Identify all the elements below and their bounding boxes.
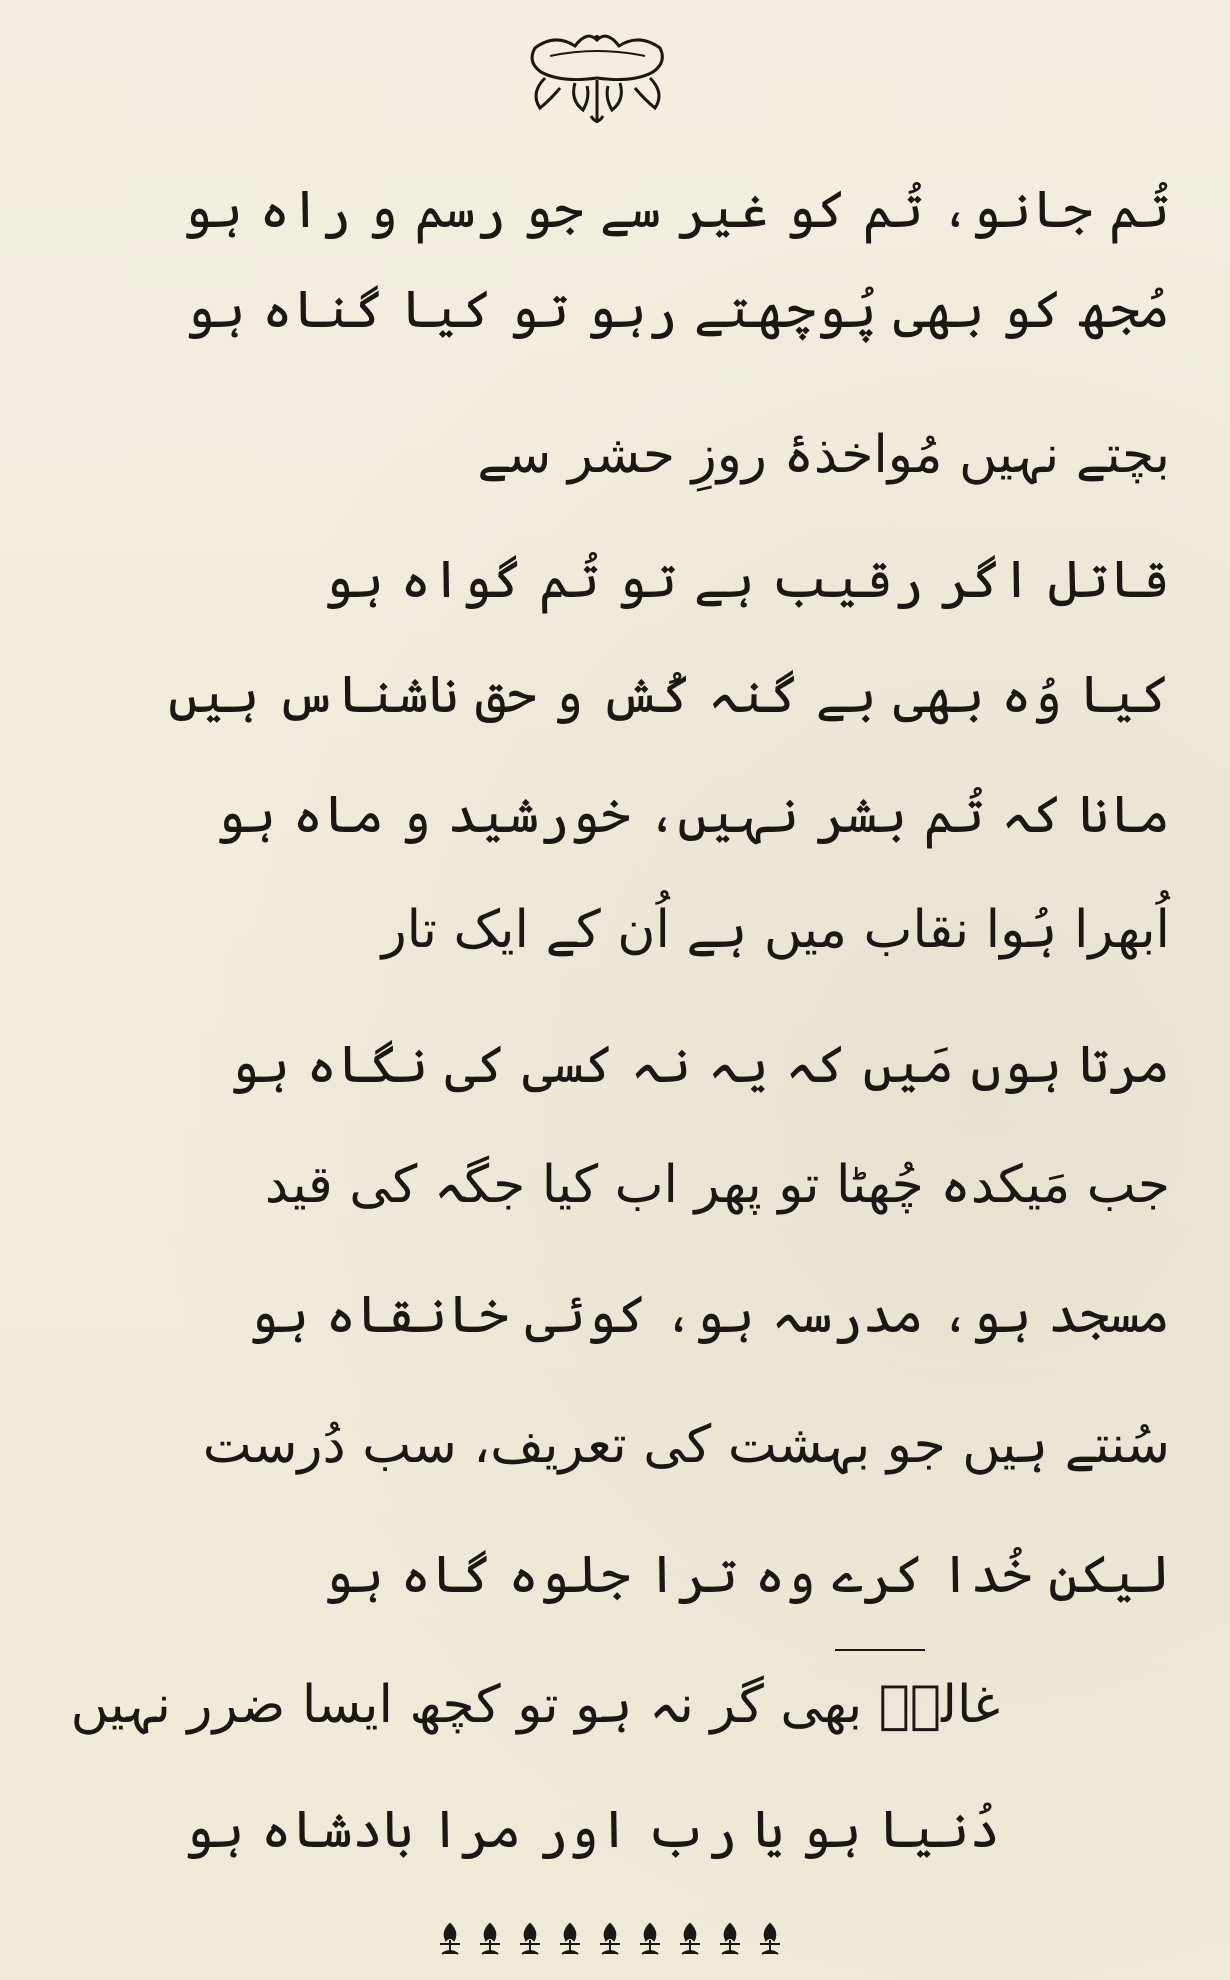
poem-line-1: تُم جانو، تُم کو غیر سے جو رسم و راہ ہو xyxy=(182,180,1170,240)
takhallus-overline xyxy=(835,1649,925,1651)
poem-line-9: جب مَیکدہ چُھٹا تو پھر اب کیا جگہ کی قید xyxy=(264,1155,1170,1215)
poem-line-4: قاتل اگر رقیب ہے تو تُم گواہ ہو xyxy=(323,550,1170,610)
fleuron-icon xyxy=(600,1924,620,1954)
poem-line-13: غالبؔ بھی گر نہ ہو تو کچھ ایسا ضرر نہیں xyxy=(70,1675,1000,1735)
fleuron-icon xyxy=(480,1924,500,1954)
fleuron-icon xyxy=(560,1924,580,1954)
fleuron-icon xyxy=(440,1924,460,1954)
poem-line-3: بچتے نہیں مُواخذۂ روزِ حشر سے xyxy=(477,425,1170,485)
fleuron-border-icon xyxy=(430,1918,790,1960)
fleuron-icon xyxy=(760,1924,780,1954)
fleuron-icon xyxy=(720,1924,740,1954)
poem-line-6: مانا کہ تُم بشر نہیں، خورشید و ماہ ہو xyxy=(215,785,1170,845)
poem-line-11: سُنتے ہیں جو بہشت کی تعریف، سب دُرست xyxy=(202,1415,1170,1475)
fleuron-icon xyxy=(520,1924,540,1954)
poem-line-7: اُبھرا ہُوا نقاب میں ہے اُن کے ایک تار xyxy=(381,900,1170,960)
floral-ornament-icon xyxy=(515,28,680,128)
poem-line-8: مرتا ہوں مَیں کہ یہ نہ کسی کی نگاہ ہو xyxy=(229,1035,1170,1095)
poem-line-12: لیکن خُدا کرے وہ ترا جلوہ گاہ ہو xyxy=(323,1545,1170,1605)
poem-line-10: مسجد ہو، مدرسہ ہو، کوئی خانقاہ ہو xyxy=(248,1285,1170,1345)
poem-line-5: کیا وُہ بھی بے گنہ کُش و حق ناشناس ہیں xyxy=(168,665,1170,725)
poem-line-14: دُنیا ہو یا رب اور مرا بادشاہ ہو xyxy=(183,1800,1000,1860)
fleuron-icon xyxy=(640,1924,660,1954)
poem-line-2: مُجھ کو بھی پُوچھتے رہو تو کیا گناہ ہو xyxy=(184,280,1170,340)
fleuron-icon xyxy=(680,1924,700,1954)
